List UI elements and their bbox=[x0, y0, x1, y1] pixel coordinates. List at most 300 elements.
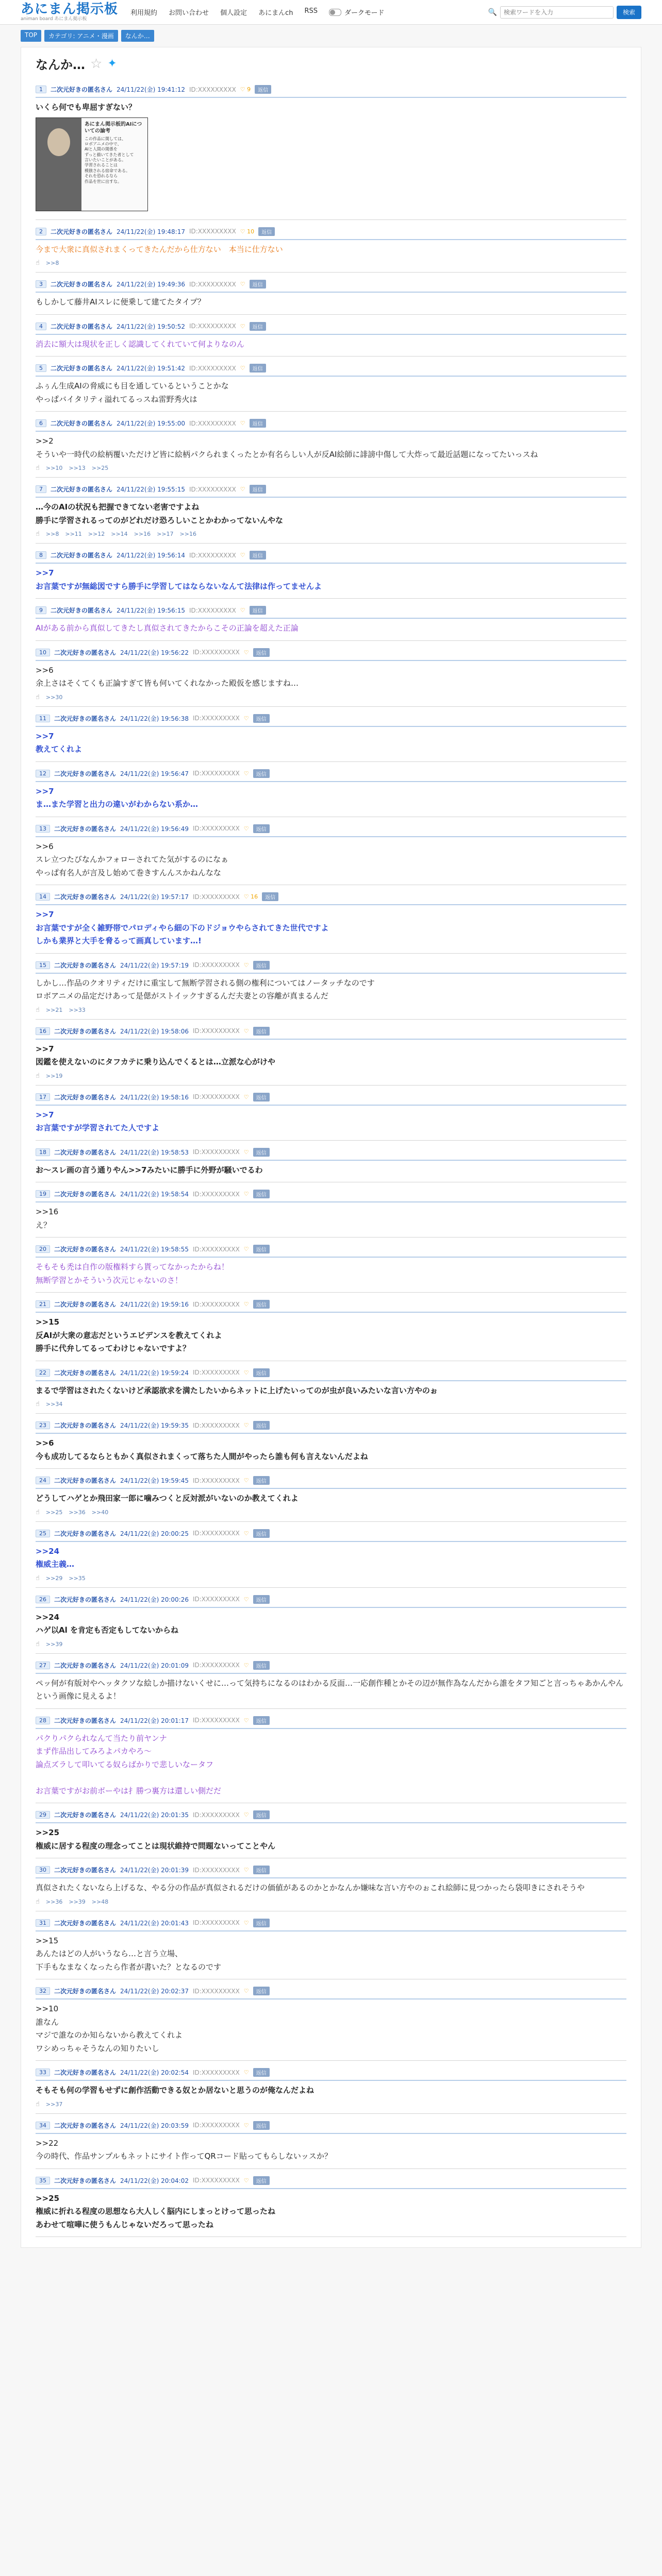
poster-name: 二次元好きの匿名さん bbox=[54, 1919, 117, 1927]
reply-hand-icon[interactable]: ☝ bbox=[36, 1508, 40, 1516]
poster-id: ID:XXXXXXXXX bbox=[192, 1919, 240, 1926]
poster-name: 二次元好きの匿名さん bbox=[54, 1246, 117, 1253]
reply-button[interactable]: 返信 bbox=[253, 769, 270, 778]
breadcrumb-item[interactable]: なんか… bbox=[121, 30, 154, 42]
heart-icon[interactable]: ♡ bbox=[243, 1596, 249, 1603]
reply-link[interactable]: >>29 bbox=[45, 1574, 63, 1582]
reply-link[interactable]: >>8 bbox=[45, 260, 59, 266]
top-nav bbox=[130, 7, 318, 17]
reply-hand-icon[interactable]: ☝ bbox=[36, 2100, 40, 2108]
post-body: >>7 お言葉ですが無総図ですら勝手に学習してはならないなんて法律は作ってませんよ bbox=[36, 568, 322, 591]
post-body: >>24 権威主義… bbox=[36, 1546, 75, 1569]
heart-icon[interactable]: ♡ bbox=[243, 715, 249, 722]
post-header bbox=[36, 1300, 626, 1313]
reply-link[interactable]: >>48 bbox=[91, 1898, 109, 1905]
post-body: >>7 図鑑を使えないのにタフカテに乗り込んでくるとは…立派な心がけや bbox=[36, 1044, 275, 1066]
logo-text: あにまん掲示板 bbox=[21, 2, 119, 17]
poster-id: ID:XXXXXXXXX bbox=[192, 770, 240, 777]
heart-icon[interactable]: ♡ bbox=[243, 770, 249, 777]
poster-id: ID:XXXXXXXXX bbox=[192, 1811, 240, 1819]
post-number[interactable]: 10 bbox=[36, 649, 50, 656]
post-header bbox=[36, 1093, 626, 1106]
post bbox=[36, 1709, 626, 1804]
reply-link[interactable]: >>17 bbox=[157, 531, 174, 537]
post-date: 24/11/22(金) 20:01:35 bbox=[120, 1811, 189, 1819]
poster-name: 二次元好きの匿名さん bbox=[54, 1148, 117, 1156]
post-header bbox=[36, 2121, 626, 2134]
post-number[interactable]: 23 bbox=[36, 1421, 50, 1429]
search-button[interactable]: 検索 bbox=[617, 6, 641, 19]
nav-item[interactable]: RSS bbox=[304, 7, 318, 15]
reply-button[interactable]: 返信 bbox=[253, 2068, 270, 2077]
heart-icon[interactable]: ♡ bbox=[243, 1093, 249, 1100]
reply-hand-icon[interactable]: ☝ bbox=[36, 1897, 40, 1906]
post bbox=[36, 2114, 626, 2169]
reply-button[interactable]: 返信 bbox=[253, 1529, 270, 1538]
heart-icon[interactable]: ♡ bbox=[240, 486, 245, 493]
reply-link[interactable]: >>33 bbox=[69, 1006, 86, 1013]
reply-link[interactable]: >>25 bbox=[91, 465, 109, 471]
poster-name: 二次元好きの匿名さん bbox=[54, 1027, 117, 1035]
heart-icon[interactable]: ♡ bbox=[240, 323, 245, 330]
post-number[interactable]: 13 bbox=[36, 825, 50, 833]
post-header bbox=[36, 1866, 626, 1878]
post-header bbox=[36, 1987, 626, 1999]
post-footer bbox=[36, 1898, 626, 1906]
heart-icon[interactable]: ♡ bbox=[243, 1191, 249, 1197]
reply-button[interactable]: 返信 bbox=[253, 961, 270, 970]
reply-button[interactable]: 返信 bbox=[253, 1027, 270, 1036]
post-footer bbox=[36, 530, 626, 538]
poster-id: ID:XXXXXXXXX bbox=[189, 551, 236, 559]
post-body: >>7 ま…また学習と出力の違いがわからない系か… bbox=[36, 786, 198, 809]
heart-icon[interactable]: ♡ 16 bbox=[243, 893, 258, 900]
poster-id: ID:XXXXXXXXX bbox=[189, 86, 236, 93]
reply-button[interactable]: 返信 bbox=[250, 322, 266, 331]
heart-icon[interactable]: ♡ bbox=[240, 607, 245, 614]
post-header bbox=[36, 1027, 626, 1040]
heart-icon[interactable]: ♡ bbox=[243, 1530, 249, 1537]
poster-id: ID:XXXXXXXXX bbox=[189, 280, 236, 288]
post-date: 24/11/22(金) 19:56:22 bbox=[120, 649, 189, 656]
heart-icon[interactable]: ♡ 10 bbox=[240, 228, 255, 235]
reply-hand-icon[interactable]: ☝ bbox=[36, 693, 40, 701]
reply-link[interactable]: >>10 bbox=[45, 465, 63, 471]
post-footer bbox=[36, 693, 626, 701]
twitter-share-icon[interactable]: ✦ bbox=[107, 57, 117, 70]
heart-icon[interactable]: ♡ bbox=[240, 281, 245, 287]
image-line: 学習されることは bbox=[85, 163, 118, 168]
reply-button[interactable]: 返信 bbox=[262, 892, 278, 901]
image-line: それを恐れるなら bbox=[85, 174, 118, 179]
poster-id: ID:XXXXXXXXX bbox=[192, 1662, 240, 1669]
reply-button[interactable]: 返信 bbox=[253, 1987, 270, 1995]
reply-button[interactable]: 返信 bbox=[253, 1093, 270, 1101]
post-number[interactable]: 27 bbox=[36, 1662, 50, 1669]
post-number[interactable]: 24 bbox=[36, 1477, 50, 1484]
post-date: 24/11/22(金) 19:48:17 bbox=[117, 228, 185, 235]
post-number[interactable]: 18 bbox=[36, 1148, 50, 1156]
post-date: 24/11/22(金) 20:03:59 bbox=[120, 2122, 189, 2129]
poster-id: ID:XXXXXXXXX bbox=[192, 1530, 240, 1537]
post bbox=[36, 1979, 626, 2061]
toggle-switch-icon[interactable] bbox=[329, 9, 341, 16]
post-footer bbox=[36, 1509, 626, 1516]
poster-id: ID:XXXXXXXXX bbox=[192, 1148, 240, 1156]
post-body: 今まで大衆に真似されまくってきたんだから仕方ない 本当に仕方ない bbox=[36, 244, 283, 254]
heart-icon[interactable]: ♡ 9 bbox=[240, 86, 251, 93]
reply-link[interactable]: >>36 bbox=[69, 1509, 86, 1516]
post-list bbox=[36, 78, 626, 2237]
post-number[interactable]: 3 bbox=[36, 280, 46, 288]
heart-icon[interactable]: ♡ bbox=[243, 1662, 249, 1669]
post-body: >>7 教えてくれよ bbox=[36, 731, 82, 754]
poster-id: ID:XXXXXXXXX bbox=[192, 1717, 240, 1724]
reply-button[interactable]: 返信 bbox=[250, 551, 266, 560]
image-line: 模倣される宿命である。 bbox=[85, 168, 130, 173]
heart-icon[interactable]: ♡ bbox=[243, 1811, 249, 1818]
breadcrumb bbox=[0, 25, 662, 47]
heart-icon[interactable]: ♡ bbox=[240, 420, 245, 427]
post bbox=[36, 1911, 626, 1980]
post-footer bbox=[36, 1640, 626, 1648]
reply-link[interactable]: >>19 bbox=[45, 1072, 63, 1079]
post-number[interactable]: 15 bbox=[36, 961, 50, 969]
poster-id: ID:XXXXXXXXX bbox=[192, 1477, 240, 1484]
reply-button[interactable]: 返信 bbox=[250, 419, 266, 428]
post-body: いくら何でも卑屈すぎない？ bbox=[36, 103, 137, 112]
post-date: 24/11/22(金) 19:58:06 bbox=[120, 1027, 189, 1035]
poster-name: 二次元好きの匿名さん bbox=[54, 961, 117, 969]
post-number[interactable]: 4 bbox=[36, 323, 46, 330]
post-header bbox=[36, 485, 626, 498]
post-number[interactable]: 21 bbox=[36, 1300, 50, 1308]
image-title: あにまん掲示板的AIについての論考 bbox=[85, 121, 142, 134]
poster-name: 二次元好きの匿名さん bbox=[51, 486, 113, 493]
post-date: 24/11/22(金) 19:58:53 bbox=[120, 1148, 189, 1156]
post-date: 24/11/22(金) 20:04:02 bbox=[120, 2177, 189, 2184]
dark-mode-toggle[interactable] bbox=[329, 7, 384, 17]
heart-icon[interactable]: ♡ bbox=[243, 1246, 249, 1252]
post-footer bbox=[36, 1006, 626, 1014]
reply-link[interactable]: >>37 bbox=[45, 2100, 63, 2108]
heart-icon[interactable]: ♡ bbox=[243, 1422, 249, 1429]
post-body: >>16 え？ bbox=[36, 1207, 59, 1230]
post-date: 24/11/22(金) 19:56:15 bbox=[117, 607, 185, 614]
reply-button[interactable]: 返信 bbox=[253, 1476, 270, 1485]
reply-hand-icon[interactable]: ☝ bbox=[36, 1006, 40, 1014]
post-number[interactable]: 8 bbox=[36, 551, 46, 559]
breadcrumb-item[interactable]: カテゴリ: アニメ・漫画 bbox=[44, 30, 118, 42]
breadcrumb-item[interactable]: TOP bbox=[21, 30, 41, 42]
post-date: 24/11/22(金) 19:56:47 bbox=[120, 770, 189, 777]
post-number[interactable]: 29 bbox=[36, 1811, 50, 1819]
post-number[interactable]: 32 bbox=[36, 1987, 50, 1995]
post-number[interactable]: 31 bbox=[36, 1919, 50, 1927]
post-header bbox=[36, 551, 626, 564]
post-date: 24/11/22(金) 20:01:39 bbox=[120, 1867, 189, 1874]
reply-button[interactable]: 返信 bbox=[253, 2121, 270, 2130]
post bbox=[36, 412, 626, 478]
reply-hand-icon[interactable]: ☝ bbox=[36, 530, 40, 538]
post-number[interactable]: 28 bbox=[36, 1717, 50, 1724]
heart-icon[interactable]: ♡ bbox=[243, 1369, 249, 1376]
nav-item[interactable]: 利用規約 bbox=[130, 9, 158, 17]
heart-icon[interactable]: ♡ bbox=[243, 1919, 249, 1926]
reply-button[interactable]: 返信 bbox=[253, 1595, 270, 1604]
post-number[interactable]: 26 bbox=[36, 1596, 50, 1603]
poster-name: 二次元好きの匿名さん bbox=[51, 281, 113, 288]
post-date: 24/11/22(金) 19:59:45 bbox=[120, 1477, 189, 1484]
nav-item[interactable]: お問い合わせ bbox=[169, 9, 209, 17]
post-number[interactable]: 12 bbox=[36, 770, 50, 777]
reply-link[interactable]: >>12 bbox=[88, 531, 105, 537]
poster-name: 二次元好きの匿名さん bbox=[54, 770, 117, 777]
reply-button[interactable]: 返信 bbox=[253, 1866, 270, 1874]
post-number[interactable]: 19 bbox=[36, 1190, 50, 1198]
post-date: 24/11/22(金) 19:56:14 bbox=[117, 552, 185, 559]
poster-name: 二次元好きの匿名さん bbox=[54, 893, 117, 901]
poster-name: 二次元好きの匿名さん bbox=[54, 1717, 117, 1724]
post-body: そもそも禿は自作の版権料すら貰ってなかったからね！ 無断学習とかそういう次元じゃないのさ！ bbox=[36, 1262, 229, 1285]
post-header bbox=[36, 419, 626, 432]
post-number[interactable]: 11 bbox=[36, 715, 50, 722]
reply-link[interactable]: >>35 bbox=[69, 1574, 86, 1582]
post bbox=[36, 220, 626, 273]
post-body: ペッ何が有版対やヘッタクソな絵しか描けないくせに…って気持ちになるのはわかる反面…一応創作種とかその辺が無作為なんだから誰をタフ知ごと言っちゃあかんやんという画像に見えるよ！ bbox=[36, 1678, 624, 1701]
heart-icon[interactable]: ♡ bbox=[243, 1988, 249, 1994]
heart-icon[interactable]: ♡ bbox=[243, 825, 249, 832]
post-header bbox=[36, 648, 626, 661]
post-body: そもそも何の学習もせずに創作活動できる奴とか居ないと思うのが俺なんだよね bbox=[36, 2086, 315, 2095]
image-line: ロボアニメの中で、 bbox=[85, 141, 122, 146]
post bbox=[36, 2061, 626, 2114]
poster-name: 二次元好きの匿名さん bbox=[51, 86, 113, 93]
post-image[interactable] bbox=[36, 117, 148, 211]
post-header bbox=[36, 1595, 626, 1608]
post-number[interactable]: 14 bbox=[36, 893, 50, 901]
post bbox=[36, 1803, 626, 1858]
post-date: 24/11/22(金) 19:55:00 bbox=[117, 420, 185, 427]
reply-hand-icon[interactable]: ☝ bbox=[36, 1072, 40, 1080]
reply-button[interactable]: 返信 bbox=[258, 227, 275, 236]
poster-id: ID:XXXXXXXXX bbox=[192, 1369, 240, 1376]
reply-link[interactable]: >>13 bbox=[69, 465, 86, 471]
heart-count: 9 bbox=[247, 86, 251, 93]
nav-item[interactable]: 個人設定 bbox=[220, 9, 247, 17]
post-date: 24/11/22(金) 19:58:54 bbox=[120, 1191, 189, 1198]
poster-id: ID:XXXXXXXXX bbox=[192, 1190, 240, 1198]
post bbox=[36, 1654, 626, 1709]
post bbox=[36, 954, 626, 1020]
reply-button[interactable]: 返信 bbox=[255, 85, 271, 94]
reply-button[interactable]: 返信 bbox=[253, 648, 270, 657]
post-body: >>25 権威に居する程度の理念ってことは現状維持で問題ないってことやん bbox=[36, 1828, 276, 1851]
heart-icon[interactable]: ♡ bbox=[243, 2069, 249, 2076]
poster-name: 二次元好きの匿名さん bbox=[51, 323, 113, 330]
post-header bbox=[36, 892, 626, 905]
reply-link[interactable]: >>16 bbox=[179, 531, 196, 537]
heart-icon[interactable]: ♡ bbox=[243, 1301, 249, 1308]
post-header bbox=[36, 2068, 626, 2081]
heart-icon[interactable]: ♡ bbox=[240, 365, 245, 371]
post bbox=[36, 357, 626, 412]
poster-name: 二次元好きの匿名さん bbox=[51, 607, 113, 614]
post bbox=[36, 273, 626, 315]
post-body: パクりパクられなんて当たり前ヤンナ まず作品出してみろよパカやろ～ 論点ズラして叩いてる奴らばかりで悲しいなータフ お言葉ですがお前ボーやは扌勝つ裏方は還しい側だだ bbox=[36, 1733, 222, 1795]
reply-button[interactable]: 返信 bbox=[253, 1919, 270, 1927]
post-number[interactable]: 2 bbox=[36, 228, 46, 235]
poster-name: 二次元好きの匿名さん bbox=[54, 1477, 117, 1484]
heart-icon[interactable]: ♡ bbox=[240, 552, 245, 558]
post-number[interactable]: 9 bbox=[36, 606, 46, 614]
reply-link[interactable]: >>25 bbox=[45, 1509, 63, 1516]
reply-hand-icon[interactable]: ☝ bbox=[36, 259, 40, 267]
reply-button[interactable]: 返信 bbox=[253, 1421, 270, 1430]
post-number[interactable]: 1 bbox=[36, 86, 46, 93]
heart-icon[interactable]: ♡ bbox=[243, 1867, 249, 1873]
reply-button[interactable]: 返信 bbox=[253, 1661, 270, 1670]
post-number[interactable]: 6 bbox=[36, 419, 46, 427]
reply-button[interactable]: 返信 bbox=[250, 606, 266, 615]
reply-link[interactable]: >>21 bbox=[45, 1006, 63, 1013]
poster-name: 二次元好きの匿名さん bbox=[54, 1093, 117, 1101]
post-number[interactable]: 34 bbox=[36, 2122, 50, 2129]
post-date: 24/11/22(金) 20:01:43 bbox=[120, 1919, 189, 1927]
post-body: …今のAIの状況も把握できてない老害ですよね 勝手に学習されるってのがどれだけ恐ろしいことかわかってないんやな bbox=[36, 502, 284, 525]
reply-button[interactable]: 返信 bbox=[250, 280, 266, 289]
post-body: 消去に額大は現状を正しく認識してくれていて何よりなのん bbox=[36, 339, 245, 349]
post-header bbox=[36, 1421, 626, 1434]
poster-name: 二次元好きの匿名さん bbox=[51, 365, 113, 372]
poster-id: ID:XXXXXXXXX bbox=[192, 1596, 240, 1603]
reply-button[interactable]: 返信 bbox=[253, 1368, 270, 1377]
post-number[interactable]: 16 bbox=[36, 1027, 50, 1035]
post bbox=[36, 599, 626, 641]
post-date: 24/11/22(金) 19:57:19 bbox=[120, 961, 189, 969]
reply-link[interactable]: >>11 bbox=[65, 531, 82, 537]
heart-icon[interactable]: ♡ bbox=[243, 1027, 249, 1035]
post-number[interactable]: 17 bbox=[36, 1093, 50, 1101]
post-body: >>6 今も成功してるならともかく真似されまくって落ちた人間がやったら誰も何も言えないんだよね bbox=[36, 1438, 368, 1461]
reply-hand-icon[interactable]: ☝ bbox=[36, 1640, 40, 1648]
heart-icon[interactable]: ♡ bbox=[243, 649, 249, 656]
reply-button[interactable]: 返信 bbox=[253, 714, 270, 723]
post-number[interactable]: 20 bbox=[36, 1245, 50, 1253]
favorite-star-icon[interactable]: ☆ bbox=[90, 56, 103, 72]
post-body: どうしてハゲとか飛田家一郎に噛みつくと反対派がいないのか教えてくれよ bbox=[36, 1494, 299, 1503]
nav-item[interactable]: あにまんch bbox=[258, 9, 293, 17]
poster-name: 二次元好きの匿名さん bbox=[54, 1191, 117, 1198]
reply-button[interactable]: 返信 bbox=[253, 1716, 270, 1725]
search-bar bbox=[488, 6, 641, 19]
reply-hand-icon[interactable]: ☝ bbox=[36, 464, 40, 472]
post-header bbox=[36, 824, 626, 837]
post bbox=[36, 478, 626, 544]
reply-link[interactable]: >>40 bbox=[91, 1509, 109, 1516]
reply-button[interactable]: 返信 bbox=[250, 364, 266, 372]
post-date: 24/11/22(金) 19:41:12 bbox=[117, 86, 185, 93]
reply-button[interactable]: 返信 bbox=[253, 1148, 270, 1157]
post-body: >>7 お言葉ですが学習されてた人ですよ bbox=[36, 1110, 160, 1132]
reply-hand-icon[interactable]: ☝ bbox=[36, 1400, 40, 1408]
site-logo[interactable] bbox=[21, 3, 118, 22]
post-date: 24/11/22(金) 19:56:38 bbox=[120, 715, 189, 722]
post-header bbox=[36, 1810, 626, 1823]
poster-name: 二次元好きの匿名さん bbox=[54, 1596, 117, 1603]
reply-button[interactable]: 返信 bbox=[250, 485, 266, 494]
reply-link[interactable]: >>8 bbox=[45, 531, 59, 537]
poster-name: 二次元好きの匿名さん bbox=[54, 1867, 117, 1874]
post bbox=[36, 641, 626, 707]
reply-link[interactable]: >>34 bbox=[45, 1401, 63, 1408]
reply-link[interactable]: >>16 bbox=[134, 531, 151, 537]
post-number[interactable]: 30 bbox=[36, 1866, 50, 1874]
thread-container bbox=[21, 47, 641, 2248]
reply-button[interactable]: 返信 bbox=[253, 1190, 270, 1198]
post-number[interactable]: 22 bbox=[36, 1369, 50, 1377]
post-header bbox=[36, 1716, 626, 1729]
image-line: AIと人間の関係を bbox=[85, 147, 118, 152]
post-body: >>6 スレ立つたびなんかフォローされてた気がするのになぁ やっぱ有名人が言及し始めて巻きすんんスかねんなな bbox=[36, 841, 229, 877]
post-body: >>15 あんたはどの人がいうなら…と言う立場、 下手もなまなくなったら作者が書いた？となるのです bbox=[36, 1936, 222, 1972]
poster-name: 二次元好きの匿名さん bbox=[54, 1301, 117, 1308]
post bbox=[36, 78, 626, 220]
post-header bbox=[36, 769, 626, 782]
reply-hand-icon[interactable]: ☝ bbox=[36, 1574, 40, 1582]
post-header bbox=[36, 364, 626, 377]
post-header bbox=[36, 85, 626, 98]
reply-link[interactable]: >>30 bbox=[45, 693, 63, 701]
reply-button[interactable]: 返信 bbox=[253, 2176, 270, 2185]
post-header bbox=[36, 1476, 626, 1489]
reply-link[interactable]: >>14 bbox=[111, 531, 128, 537]
heart-icon[interactable]: ♡ bbox=[243, 2177, 249, 2184]
reply-link[interactable]: >>39 bbox=[69, 1898, 86, 1905]
poster-name: 二次元好きの匿名さん bbox=[51, 552, 113, 559]
heart-icon[interactable]: ♡ bbox=[243, 1717, 249, 1724]
heart-icon[interactable]: ♡ bbox=[243, 2122, 249, 2129]
post-number[interactable]: 35 bbox=[36, 2177, 50, 2184]
post-body: >>22 今の時代、作品サンプルもネットにサイト作ってQRコード貼ってもらしないッスか？ bbox=[36, 2138, 332, 2161]
reply-button[interactable]: 返信 bbox=[253, 1300, 270, 1309]
reply-button[interactable]: 返信 bbox=[253, 1245, 270, 1253]
post-header bbox=[36, 1245, 626, 1258]
poster-id: ID:XXXXXXXXX bbox=[189, 364, 236, 372]
reply-link[interactable]: >>36 bbox=[45, 1898, 63, 1905]
poster-id: ID:XXXXXXXXX bbox=[192, 1245, 240, 1253]
search-input[interactable] bbox=[500, 6, 614, 19]
poster-name: 二次元好きの匿名さん bbox=[54, 825, 117, 833]
top-bar bbox=[0, 0, 662, 25]
heart-icon[interactable]: ♡ bbox=[243, 961, 249, 969]
post-date: 24/11/22(金) 20:00:25 bbox=[120, 1530, 189, 1537]
reply-button[interactable]: 返信 bbox=[253, 1810, 270, 1819]
reply-button[interactable]: 返信 bbox=[253, 824, 270, 833]
heart-icon[interactable]: ♡ bbox=[243, 1148, 249, 1156]
reply-link[interactable]: >>39 bbox=[45, 1640, 63, 1648]
poster-name: 二次元好きの匿名さん bbox=[51, 228, 113, 235]
image-text bbox=[81, 118, 147, 211]
post-number[interactable]: 25 bbox=[36, 1530, 50, 1537]
heart-icon[interactable]: ♡ bbox=[243, 1477, 249, 1484]
post-number[interactable]: 33 bbox=[36, 2069, 50, 2076]
poster-id: ID:XXXXXXXXX bbox=[189, 228, 236, 235]
post-number[interactable]: 7 bbox=[36, 485, 46, 493]
post-header bbox=[36, 1919, 626, 1931]
post-header bbox=[36, 1148, 626, 1161]
post-number[interactable]: 5 bbox=[36, 364, 46, 372]
